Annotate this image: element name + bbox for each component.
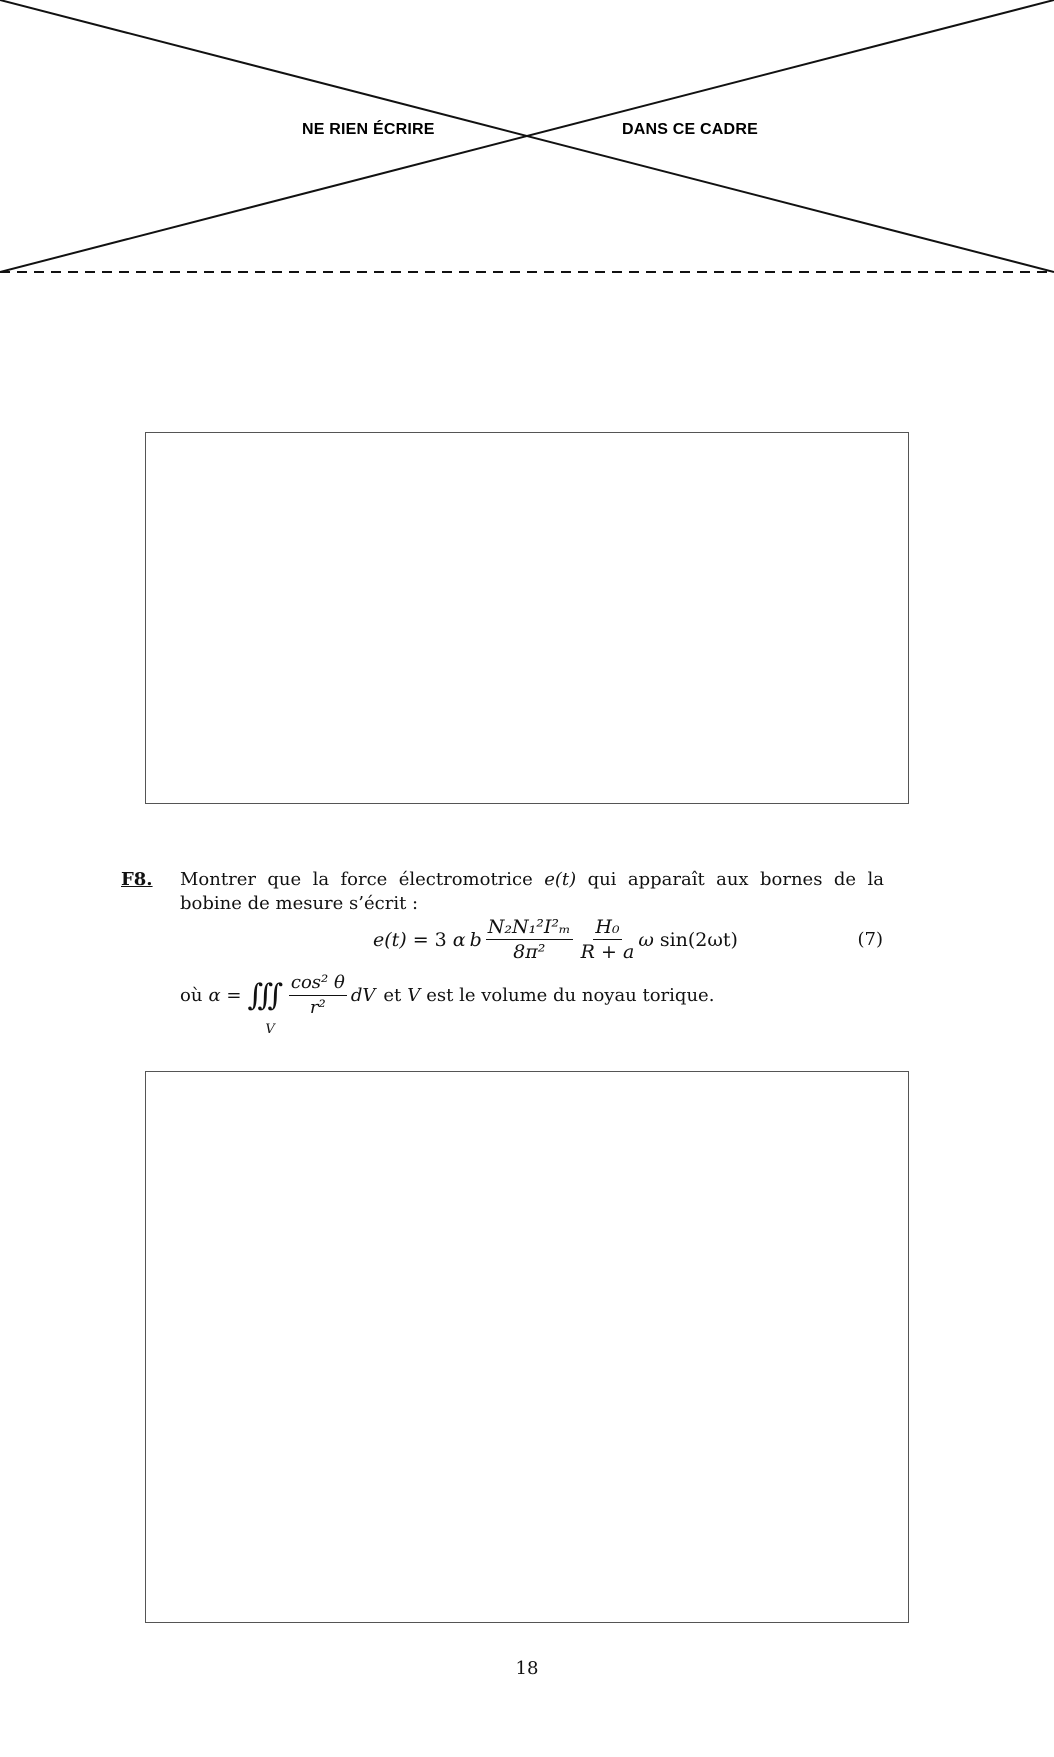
alpha-prefix: où bbox=[180, 984, 203, 1006]
fraction-1-numerator: N₂N₁²I²ₘ bbox=[487, 916, 571, 938]
answer-box-previous[interactable] bbox=[145, 432, 909, 804]
equation-lhs: e(t) bbox=[373, 928, 407, 951]
alpha-equals: α = bbox=[208, 984, 242, 1006]
equation-number: (7) bbox=[857, 929, 883, 950]
equation-sin: sin(2ωt) bbox=[659, 928, 738, 951]
page-number: 18 bbox=[515, 1658, 539, 1679]
triple-integral bbox=[247, 977, 275, 1037]
triple-integral-sign: ∭ bbox=[247, 977, 275, 1013]
alpha-suffix-before: et bbox=[383, 984, 402, 1006]
alpha-suffix-after: est le volume du noyau torique. bbox=[426, 984, 715, 1006]
integral-domain: V bbox=[265, 1021, 275, 1037]
question-text bbox=[180, 868, 884, 916]
question-label: F8. bbox=[121, 869, 153, 890]
volume-symbol: V bbox=[407, 984, 421, 1006]
banner-right-text: DANS CE CADRE bbox=[622, 121, 758, 138]
alpha-fraction-denominator: r² bbox=[309, 997, 326, 1018]
banner-left-text: NE RIEN ÉCRIRE bbox=[302, 121, 435, 138]
equation-7 bbox=[373, 916, 738, 963]
equation-coef: = 3 bbox=[412, 928, 447, 951]
question-intro-after: qui apparaît aux bornes de la bobine de mesure s’écrit : bbox=[180, 869, 884, 914]
equation-alpha: α bbox=[452, 928, 466, 951]
no-write-frame bbox=[0, 0, 1054, 280]
fraction-2-numerator: H₀ bbox=[595, 916, 620, 938]
alpha-fraction-numerator: cos² θ bbox=[289, 972, 347, 996]
equation-fraction-2 bbox=[581, 916, 635, 963]
emf-symbol: e(t) bbox=[544, 869, 577, 890]
answer-box-f8[interactable] bbox=[145, 1071, 909, 1623]
question-intro-before: Montrer que la force électromotrice bbox=[180, 869, 533, 890]
alpha-dv: dV bbox=[350, 984, 376, 1006]
fraction-1-denominator: 8π² bbox=[513, 941, 546, 963]
alpha-fraction bbox=[289, 972, 347, 1019]
equation-omega: ω bbox=[638, 928, 654, 951]
fraction-2-denominator: R + a bbox=[580, 941, 635, 963]
equation-fraction-1 bbox=[486, 916, 573, 963]
alpha-definition bbox=[180, 972, 715, 1037]
equation-b: b bbox=[469, 928, 482, 951]
